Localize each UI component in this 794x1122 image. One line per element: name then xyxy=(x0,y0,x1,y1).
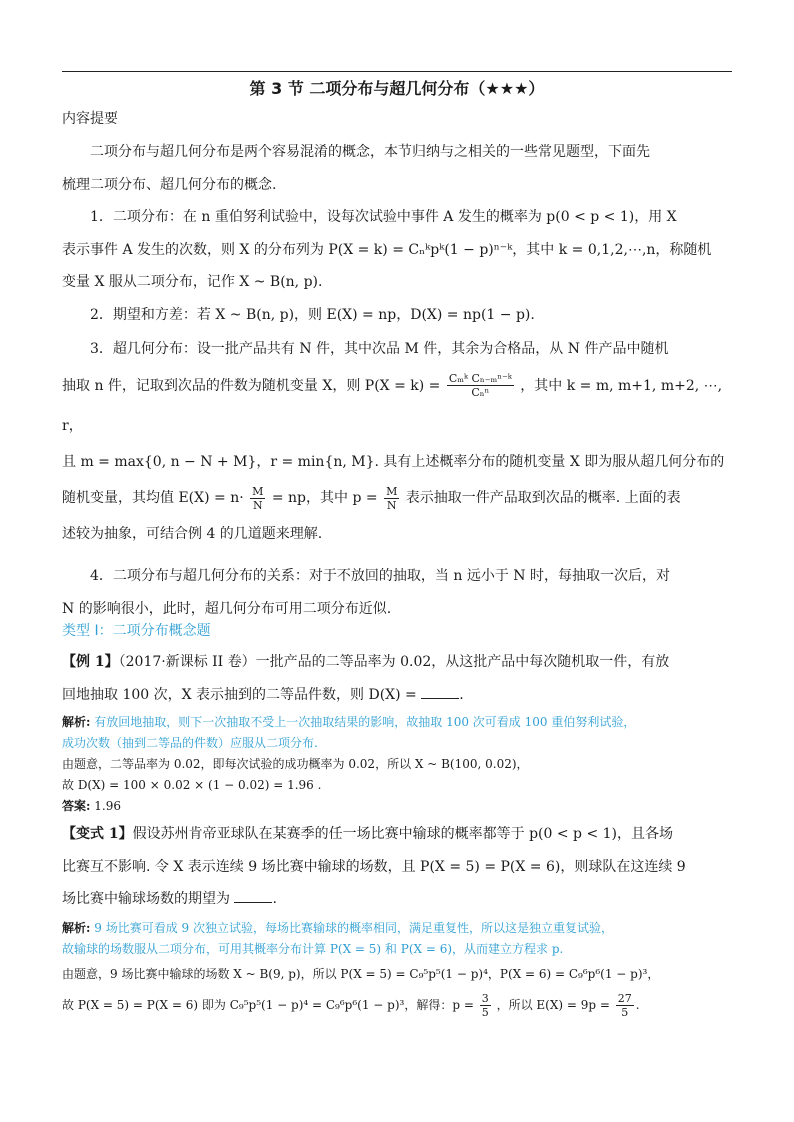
top-rule xyxy=(62,71,732,72)
sol1-line-3: 由题意，二等品率为 0.02，即每次试验的成功概率为 0.02，所以 X ~ B(100, 0.02)， xyxy=(62,757,529,771)
sol2-line-4 xyxy=(62,988,734,1022)
intro-line-2: 梳理二项分布、超几何分布的概念. xyxy=(62,176,277,193)
sol1-line-2: 成功次数（抽到二等品的件数）应服从二项分布. xyxy=(62,736,318,750)
intro-line-1: 二项分布与超几何分布是两个容易混淆的概念，本节归纳与之相关的一些常见题型，下面先 xyxy=(90,144,650,160)
fraction-numerator: M xyxy=(386,484,398,498)
fraction-denominator: Cₙⁿ xyxy=(471,386,490,399)
fraction-denominator: N xyxy=(252,498,263,512)
fraction-denominator: 5 xyxy=(481,1006,489,1019)
p3-line-4-start: 随机变量，其均值 E(X) = n· xyxy=(62,490,244,506)
p3-line-5: 述较为抽象，可结合例 4 的几道题来理解. xyxy=(62,526,323,542)
p3-line-2-start: 抽取 n 件，记取到次品的件数为随机变量 X，则 P(X = k) = xyxy=(62,377,441,394)
example-1 xyxy=(62,646,734,711)
hypergeometric-fraction xyxy=(447,372,514,399)
variant-1 xyxy=(62,818,734,916)
fraction-numerator: 3 xyxy=(481,992,489,1005)
ex1-line-2 xyxy=(62,679,734,712)
prob-fraction xyxy=(384,485,399,512)
var1-line-1 xyxy=(62,818,734,851)
answer-blank[interactable] xyxy=(421,686,459,699)
p1-line-1: 1．二项分布：在 n 重伯努利试验中，设每次试验中事件 A 发生的概率为 p(0 < p < 1)，用 X xyxy=(90,209,677,225)
sol1-line-4: 故 D(X) = 100 × 0.02 × (1 − 0.02) = 1.96 . xyxy=(62,778,322,792)
var1-line-2: 比赛互不影响. 令 X 表示连续 9 场比赛中输球的场数，且 P(X = 5) = P(X = 6)，则球队在这连续 9 xyxy=(62,858,686,875)
ex-fraction xyxy=(616,992,634,1019)
expectation-variance xyxy=(62,299,734,332)
answer-label: 答案: xyxy=(62,799,91,813)
fraction-denominator: 5 xyxy=(621,1006,629,1019)
sol2-end: . xyxy=(635,998,640,1012)
p4-line-2: N 的影响很小，此时，超几何分布可用二项分布近似. xyxy=(62,600,392,617)
p1-line-3: 变量 X 服从二项分布，记作 X ~ B(n, p). xyxy=(62,274,323,290)
p3-line-4-end: 表示抽取一件产品取到次品的概率. 上面的表 xyxy=(405,490,681,506)
p4-line-1: 4．二项分布与超几何分布的关系：对于不放回的抽取，当 n 远小于 N 时，每抽取一次后，对 xyxy=(90,568,670,584)
var1-line-3 xyxy=(62,883,734,916)
var1-end: . xyxy=(272,891,277,907)
fraction-numerator: 27 xyxy=(617,992,632,1005)
p3-line-2 xyxy=(62,366,734,446)
p3-line-4-mid: = np，其中 p = xyxy=(271,490,378,506)
fraction-denominator: N xyxy=(386,498,397,512)
var1-text-1: 假设苏州肯帝亚球队在某赛季的任一场比赛中输球的概率都等于 p(0 < p < 1)，且各场 xyxy=(132,826,673,842)
solution-2 xyxy=(62,918,734,1022)
sol2-text-1: 9 场比赛可看成 9 次独立试验，每场比赛输球的概率相同，满足重复性，所以这是独立重复试验， xyxy=(94,921,613,935)
ex1-text-1: （2017·新课标 II 卷）一批产品的二等品率为 0.02，从这批产品中每次随机取一件，有放 xyxy=(118,654,670,670)
p-fraction xyxy=(480,992,491,1019)
solution-1 xyxy=(62,712,734,817)
binomial-definition xyxy=(62,201,734,299)
sol2-line-1 xyxy=(62,918,734,939)
relationship-paragraph xyxy=(62,560,734,625)
solution-label: 解析: xyxy=(62,921,91,935)
sol2-line-3: 由题意，9 场比赛中输球的场数 X ~ B(9, p)，所以 P(X = 5) = C₉⁵p⁵(1 − p)⁴，P(X = 6) = C₉⁶p⁶(1 − p)³， xyxy=(62,967,660,981)
p3-line-1: 3．超几何分布：设一批产品共有 N 件，其中次品 M 件，其余为合格品，从 N 件产品中随机 xyxy=(90,341,669,357)
p1-line-2: 表示事件 A 发生的次数，则 X 的分布列为 P(X = k) = Cₙᵏpᵏ(1 − p)ⁿ⁻ᵏ，其中 k = 0,1,2,⋯,n，称随机 xyxy=(62,241,712,258)
section-title: 第 3 节 二项分布与超几何分布（★★★） xyxy=(249,79,545,98)
p3-line-4 xyxy=(62,478,734,518)
intro-paragraph xyxy=(62,136,734,201)
var1-tag: 【变式 1】 xyxy=(62,826,133,842)
sol1-line-1 xyxy=(62,712,734,733)
sol2-line-2: 故输球的场数服从二项分布，可用其概率分布计算 P(X = 5) 和 P(X = 6)，从而建立方程求 p. xyxy=(62,942,564,956)
sol2-text-4b: ，所以 E(X) = 9p = xyxy=(496,998,610,1012)
ex1-tag: 【例 1】 xyxy=(62,654,119,670)
answer-blank[interactable] xyxy=(234,890,272,903)
sol2-text-4a: 故 P(X = 5) = P(X = 6) 即为 C₉⁵p⁵(1 − p)⁴ = C₉⁶p⁶(1 − p)³，解得：p = xyxy=(62,998,474,1012)
fraction-numerator: Cₘᵏ Cₙ₋ₘⁿ⁻ᵏ xyxy=(448,372,512,385)
p3-line-3: 且 m = max{0, n − N + M}，r = min{n, M}. 具有上述概率分布的随机变量 X 即为服从超几何分布的 xyxy=(62,453,725,470)
ex1-line-1 xyxy=(62,646,734,679)
mean-fraction xyxy=(250,485,265,512)
p2-line: 2．期望和方差：若 X ~ B(n, p)，则 E(X) = np，D(X) = np(1 − p). xyxy=(90,307,535,323)
sol1-text-1: 有放回地抽取，则下一次抽取不受上一次抽取结果的影响，故抽取 100 次可看成 100 重伯努利试验， xyxy=(94,715,636,729)
answer-line xyxy=(62,796,734,817)
hypergeometric-definition xyxy=(62,333,734,551)
type-1-heading: 类型 I：二项分布概念题 xyxy=(62,623,211,639)
answer-value: 1.96 xyxy=(94,799,121,813)
solution-label: 解析: xyxy=(62,715,91,729)
var1-text-3: 场比赛中输球场数的期望为 xyxy=(62,891,230,907)
summary-heading: 内容提要 xyxy=(62,111,118,127)
ex1-end: . xyxy=(459,686,464,703)
ex1-text-2: 回地抽取 100 次，X 表示抽到的二等品件数，则 D(X) = xyxy=(62,686,417,703)
fraction-numerator: M xyxy=(252,484,264,498)
p3-line-2-end: ，其中 k = m, m+1, m+2, ⋯, r， xyxy=(62,377,723,434)
